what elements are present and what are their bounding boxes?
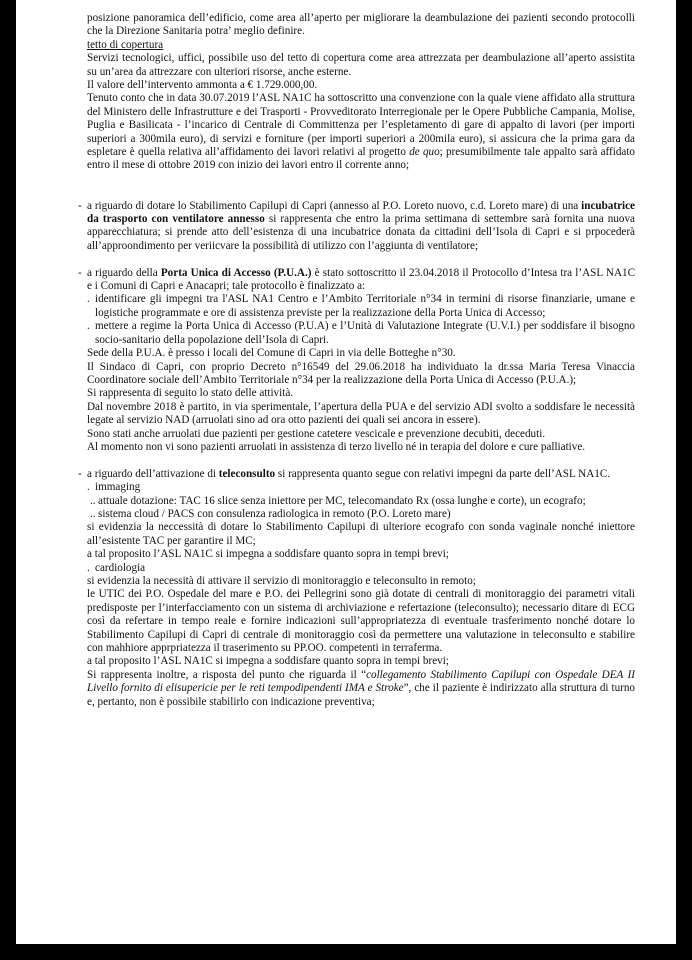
text-run: si rappresenta che entro la prima settimana di settembre sarà fornita una nuova apparecchiatura; si prende atto dell’esistenza di una incubatrice donata da cittadini dell’Isola di Capri e si prpocederà all’approondimento per veriicvare la possibilità di utilizzo con l’aggiunta di ventilatore; <box>87 213 635 252</box>
text-run: a riguardo della <box>87 266 161 279</box>
paragraph: si evidenzia la neccessità di dotare lo Stabilimento Capilupi di ulteriore ecografo con sonda vaginale nonché iniettore all’esistente TAC per garantire il MC; <box>87 521 635 547</box>
paragraph: Il Sindaco di Capri, con proprio Decreto n°16549 del 29.06.2018 ha individuato la dr.ssa Maria Teresa Vinaccia Coordinatore sociale dell’Ambito Territoriale n°34 per la realizzazione della Porta Unica di Accesso (P.U.A.); <box>87 360 635 386</box>
list-dash: - <box>78 467 82 480</box>
sub-item <box>87 320 635 347</box>
bold-text: teleconsulto <box>218 467 276 480</box>
paragraph <box>87 669 635 709</box>
text-run: ”, che il paziente è indirizzato alla struttura di turno e, pertanto, non è possibile stabilirlo con indicazione preventiva; <box>87 682 635 708</box>
italic-text: collegamento Stabilimento Capilupi con Ospedale DEA II Livello fornito di elisupericie per le reti tempodipendenti IMA e Stroke <box>87 668 635 695</box>
paragraph: Si rappresenta di seguito lo stato delle attività. <box>87 387 294 400</box>
list-item-teleconsulto <box>78 467 635 709</box>
paragraph: Sede della P.U.A. è presso i locali del Comune di Capri in via delle Botteghe n°30. <box>87 347 456 360</box>
paragraph: le UTIC dei P.O. Ospedale del mare e P.O. dei Pellegrini sono già dotate di centrali di monitoraggio dei parametri vitali predisposte per l’interfacciamento con un sistema di archiviazione e refertazione (teleconsulto); necessario ditare di ECG così da refertare in tempo reale e fornire indicazioni sull’appropriatezza di eventuale trasferimento nonché dotare lo Stabilimento Capilupi di Capri di centrale di monitoraggio così da permettere una valutazione in teleconsulto e stabilire con mahhiore apprpriatezza il traserimento su PP.OO. competenti in terraferma. <box>87 588 635 655</box>
text-run: a riguardo dell’attivazione di <box>87 467 219 480</box>
document-body <box>78 12 636 709</box>
text-run: è stato sottoscritto il 23.04.2018 il Protocollo d’Intesa tra l’ASL NA1C e i Comuni di Capri e Anacapri; tale protocollo è finalizzato a: <box>87 266 635 293</box>
sub-marker: .. <box>90 507 96 520</box>
sub-item-cardiologia <box>87 562 635 575</box>
paragraph <box>87 200 635 254</box>
bold-text: incubatrice da trasporto con ventilatore annesso <box>87 199 635 226</box>
sub-item-text: sistema cloud / PACS con consulenza radiologica in remoto (P.O. Loreto mare) <box>98 507 451 520</box>
sub-item-text: mettere a regime la Porta Unica di Accesso (P.U.A) e l’Unità di Valutazione Integrate (U.V.I.) per soddisfare il bisogno socio-sanitario della popolazione dell’Isola di Capri. <box>95 320 635 346</box>
paragraph: Al momento non vi sono pazienti arruolati in assistenza di terzo livello né in terapia del dolore e cure palliative. <box>87 440 586 453</box>
bold-text: Porta Unica di Accesso (P.U.A.) <box>160 266 312 279</box>
paragraph <box>87 92 635 172</box>
paragraph: posizione panoramica dell’edificio, come area all’aperto per migliorare la deambulazione dei pazienti secondo protocolli che la Direzione Sanitaria potra’ meglio definire. <box>87 12 635 38</box>
text-run: ; presumibilmente tale appalto sarà affidato entro il mese di ottobre 2019 con inizio dei lavori entro il corrente anno; <box>87 146 636 172</box>
sub-item-title: cardiologia <box>95 561 146 574</box>
sub-item-text: attuale dotazione: TAC 16 slice senza iniettore per MC, telecomandato Rx (ossa lunghe e corte), un ecografo; <box>98 494 586 507</box>
sub-item-title: immaging <box>95 481 141 494</box>
paragraph: Sono stati anche arruolati due pazienti per gestione catetere vescicale e prevenzione decubiti, deceduti. <box>87 427 546 440</box>
sub-sub-item <box>87 508 635 521</box>
document-page <box>16 0 676 944</box>
list-dash: - <box>78 199 82 212</box>
sub-sub-item <box>87 495 635 508</box>
list-dash: - <box>78 266 82 279</box>
paragraph: si evidenzia la necessità di attivare il servizio di monitoraggio e teleconsulto in remoto; <box>87 575 476 587</box>
text-run: Si rappresenta inoltre, a risposta del punto che riguarda il “ <box>87 668 367 681</box>
paragraph: Il valore dell’intervento ammonta a € 1.729.000,00. <box>87 79 318 92</box>
paragraph: a tal proposito l’ASL NA1C si impegna a soddisfare quanto sopra in tempi brevi; <box>87 655 449 668</box>
list-item-incubatrice <box>78 199 635 254</box>
section-heading <box>87 39 635 52</box>
paragraph: a tal proposito l’ASL NA1C si impegna a soddisfare quanto sopra in tempi brevi; <box>87 548 449 561</box>
sub-marker: .. <box>90 494 96 507</box>
paragraph: Dal novembre 2018 è partito, in via sperimentale, l’apertura della PUA e del servizio ADI svolto a soddisfare le necessità legate al servizio NAD (arruolati sino ad ora otto pazienti dei quali sei ancora in essere). <box>87 400 635 427</box>
heading-text: tetto di copertura <box>87 38 164 51</box>
italic-text: de quo <box>409 146 440 159</box>
sub-marker: . <box>87 561 90 574</box>
text-run: a riguardo di dotare lo Stabilimento Capilupi di Capri (annesso al P.O. Loreto nuovo, c.d. Loreto mare) di una <box>87 199 582 212</box>
list-item-pua <box>78 266 635 455</box>
sub-item <box>87 293 635 320</box>
sub-item-imaging <box>87 481 635 494</box>
paragraph <box>87 468 635 481</box>
sub-marker: . <box>87 293 90 306</box>
sub-item-text: identificare gli impegni tra l'ASL NA1 Centro e l’Ambito Territoriale n°34 in termini di risorse finanziarie, umane e logistiche programmate e ore di assistenza previste per la realizzazione della Porta Unica di Accesso; <box>95 293 635 319</box>
paragraph <box>87 267 635 294</box>
sub-marker: . <box>87 320 90 333</box>
text-run: Tenuto conto che in data 30.07.2019 l’ASL NA1C ha sottoscritto una convenzione con la quale viene affidato alla struttura del Ministero delle Infrastrutture e dei Trasporti - Provveditorato Interregionale per le Opere Pubbliche Campania, Molise, Puglia e Basilicata - l’incarico di Centrale di Committenza per l’espletamento di gare di appalto di lavori (per importi superiori a 300mila euro), di servizi e forniture (per importi superiori a 200mila euro), si assicura che la prima gara da espletare è quella relativa all’affidamento dei lavori relativi al progetto <box>87 92 635 159</box>
sub-marker: . <box>87 481 90 494</box>
text-run: si rappresenta quanto segue con relativi impegni da parte dell’ASL NA1C. <box>275 467 611 480</box>
paragraph: Servizi tecnologici, uffici, possibile uso del tetto di copertura come area attrezzata per deambulazione all’aperto assistita su un’area da attrezzare con ulteriori risorse, anche esterne. <box>87 52 635 78</box>
